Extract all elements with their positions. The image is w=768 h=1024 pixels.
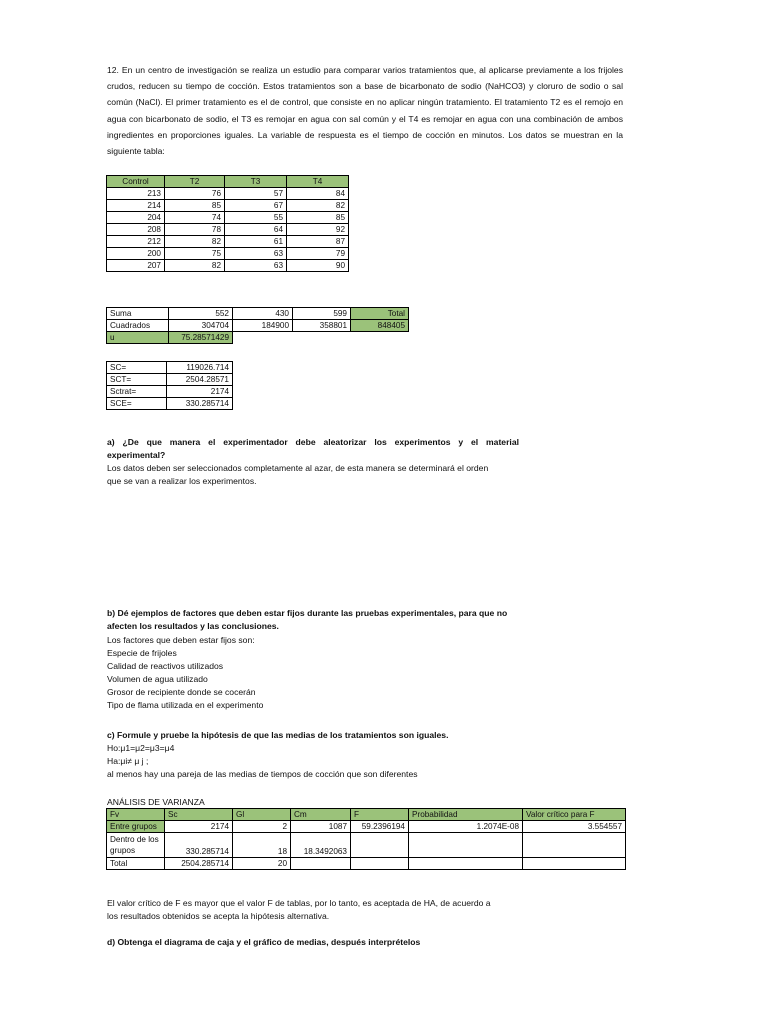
table-cell: 20: [233, 858, 291, 870]
table-cell: 212: [107, 236, 165, 248]
null-hypothesis: Ho:μ1=μ2=μ3=μ4: [107, 743, 175, 753]
list-item: Volumen de agua utilizado: [107, 674, 208, 684]
table-cell: 599: [293, 308, 351, 320]
table-row: [107, 188, 349, 200]
total-value: 848405: [351, 320, 409, 332]
anova-header-row: [107, 809, 626, 821]
table-cell: 87: [287, 236, 349, 248]
table-cell: 90: [287, 260, 349, 272]
alternative-hypothesis: Ha:μi≠ μ j ;: [107, 756, 149, 766]
list-intro: Los factores que deben estar fijos son:: [107, 635, 255, 645]
table-cell: 78: [165, 224, 225, 236]
table-cell: 552: [169, 308, 233, 320]
row-label: Sctrat=: [107, 386, 167, 398]
question-a: [107, 436, 519, 462]
column-header: Valor crítico para F: [523, 809, 626, 821]
table-cell: 61: [225, 236, 287, 248]
table-cell: 208: [107, 224, 165, 236]
table-cell: 304704: [169, 320, 233, 332]
question-b-line: afecten los resultados y las conclusiones.: [107, 621, 279, 631]
table-cell: [291, 858, 351, 870]
total-label: Total: [351, 308, 409, 320]
table-cell: 1.2074E-08: [409, 821, 523, 833]
column-header: Probabilidad: [409, 809, 523, 821]
question-a-line: a) ¿De que manera el experimentador debe aleatorizar los experimentos y el material: [107, 437, 519, 447]
table-cell: 330.285714: [167, 398, 233, 410]
table-cell: [523, 833, 626, 858]
question-b-line: b) Dé ejemplos de factores que deben estar fijos durante las pruebas experimentales, para que no: [107, 608, 508, 618]
table-cell: 18: [233, 833, 291, 858]
table-cell: 64: [225, 224, 287, 236]
sc-row: [107, 386, 233, 398]
question-b: [107, 607, 507, 633]
question-a-line: experimental?: [107, 450, 166, 460]
answer-a: [107, 462, 488, 488]
table-cell: 200: [107, 248, 165, 260]
answer-a-line: que se van a realizar los experimentos.: [107, 476, 257, 486]
table-cell: 214: [107, 200, 165, 212]
suma-row: [107, 308, 409, 320]
column-header: Fv: [107, 809, 165, 821]
row-label: SCT=: [107, 374, 167, 386]
table-cell: [351, 858, 409, 870]
question-d: d) Obtenga el diagrama de caja y el gráfico de medias, después interprételos: [107, 937, 421, 947]
column-header: Sc: [165, 809, 233, 821]
row-label: Suma: [107, 308, 169, 320]
table-cell: 76: [165, 188, 225, 200]
table-row: [107, 200, 349, 212]
table-cell: 85: [165, 200, 225, 212]
alternative-hypothesis-description: al menos hay una pareja de las medias de tiempos de cocción que son diferentes: [107, 769, 418, 779]
table-cell: [409, 833, 523, 858]
fixed-factors-list: [107, 634, 263, 712]
table-cell: 59.2396194: [351, 821, 409, 833]
table-cell: [351, 833, 409, 858]
table-cell: 358801: [293, 320, 351, 332]
row-label: Entre grupos: [107, 821, 165, 833]
table-cell: 74: [165, 212, 225, 224]
list-item: Calidad de reactivos utilizados: [107, 661, 224, 671]
column-header: F: [351, 809, 409, 821]
table-row: [107, 224, 349, 236]
table-cell: 67: [225, 200, 287, 212]
row-label: Dentro de los grupos: [107, 833, 165, 858]
table-row: [107, 236, 349, 248]
row-label: Total: [107, 858, 165, 870]
sc-row: [107, 362, 233, 374]
row-label: SC=: [107, 362, 167, 374]
table-row: [107, 212, 349, 224]
list-item: Tipo de flama utilizada en el experimento: [107, 700, 264, 710]
anova-row-between: [107, 821, 626, 833]
table-cell: 82: [287, 200, 349, 212]
intro-paragraph: 12. En un centro de investigación se realiza un estudio para comparar varios tratamientos que, al aplicarse previamente a los frijoles crudos, reducen su tiempo de cocción. Estos tratamientos son a base de bicarbonato de sodio (NaHCO3) y cloruro de sodio o sal común (NaCl). El primer tratamiento es el de control, que consiste en no aplicar ningún tratamiento. El tratamiento T2 es el remojo en agua con bicarbonato de sodio, el T3 es remojar en agua con sal común y el T4 es remojar en agua con una combinación de ambos ingredientes en proporciones iguales. La variable de respuesta es el tiempo de cocción en minutos. Los datos se muestran en la siguiente tabla:: [107, 65, 623, 157]
table-cell: 2504.285714: [165, 858, 233, 870]
sums-table: [106, 307, 409, 344]
conclusion: [107, 897, 491, 923]
table-cell: 184900: [233, 320, 293, 332]
table-cell: 207: [107, 260, 165, 272]
answer-a-line: Los datos deben ser seleccionados completamente al azar, de esta manera se determinará el orden: [107, 463, 489, 473]
column-header: Gl: [233, 809, 291, 821]
table-cell: 204: [107, 212, 165, 224]
table-cell: 18.3492063: [291, 833, 351, 858]
table-cell: 55: [225, 212, 287, 224]
column-header: T4: [287, 176, 349, 188]
table-cell: 82: [165, 236, 225, 248]
table-cell: 63: [225, 248, 287, 260]
table-row: [107, 248, 349, 260]
list-item: Grosor de recipiente donde se cocerán: [107, 687, 256, 697]
table-cell: 2: [233, 821, 291, 833]
anova-row-total: [107, 858, 626, 870]
table-cell: 213: [107, 188, 165, 200]
table-cell: 85: [287, 212, 349, 224]
table-cell: 1087: [291, 821, 351, 833]
table-cell: 92: [287, 224, 349, 236]
table-cell: 84: [287, 188, 349, 200]
cooking-time-table: [106, 175, 349, 272]
section-c: [107, 729, 448, 781]
column-header: T2: [165, 176, 225, 188]
table-cell: 2504.28571: [167, 374, 233, 386]
table-cell: 57: [225, 188, 287, 200]
table-cell: 2174: [165, 821, 233, 833]
anova-table: [106, 808, 626, 870]
mean-value: 75.28571429: [169, 332, 233, 344]
cuadrados-row: [107, 320, 409, 332]
conclusion-line: El valor crítico de F es mayor que el valor F de tablas, por lo tanto, es aceptada de HA, de acuerdo a: [107, 898, 491, 908]
table-cell: 79: [287, 248, 349, 260]
table-cell: 330.285714: [165, 833, 233, 858]
table-cell: 430: [233, 308, 293, 320]
conclusion-line: los resultados obtenidos se acepta la hipótesis alternativa.: [107, 911, 330, 921]
column-header: Control: [107, 176, 165, 188]
table-row: [107, 260, 349, 272]
column-header: T3: [225, 176, 287, 188]
table-cell: 119026.714: [167, 362, 233, 374]
column-header: Cm: [291, 809, 351, 821]
sc-row: [107, 374, 233, 386]
row-label: SCE=: [107, 398, 167, 410]
anova-title: ANÁLISIS DE VARIANZA: [107, 797, 205, 807]
question-c: c) Formule y pruebe la hipótesis de que las medias de los tratamientos son iguales.: [107, 730, 449, 740]
table-cell: 75: [165, 248, 225, 260]
table-cell: 63: [225, 260, 287, 272]
table-header-row: [107, 176, 349, 188]
anova-row-within: [107, 833, 626, 858]
row-label: Cuadrados: [107, 320, 169, 332]
mean-row: [107, 332, 409, 344]
sc-row: [107, 398, 233, 410]
table-cell: [523, 858, 626, 870]
sum-of-squares-table: [106, 361, 233, 410]
table-cell: 3.554557: [523, 821, 626, 833]
table-cell: 82: [165, 260, 225, 272]
table-cell: [409, 858, 523, 870]
row-label: u: [107, 332, 169, 344]
table-cell: 2174: [167, 386, 233, 398]
list-item: Especie de frijoles: [107, 648, 177, 658]
